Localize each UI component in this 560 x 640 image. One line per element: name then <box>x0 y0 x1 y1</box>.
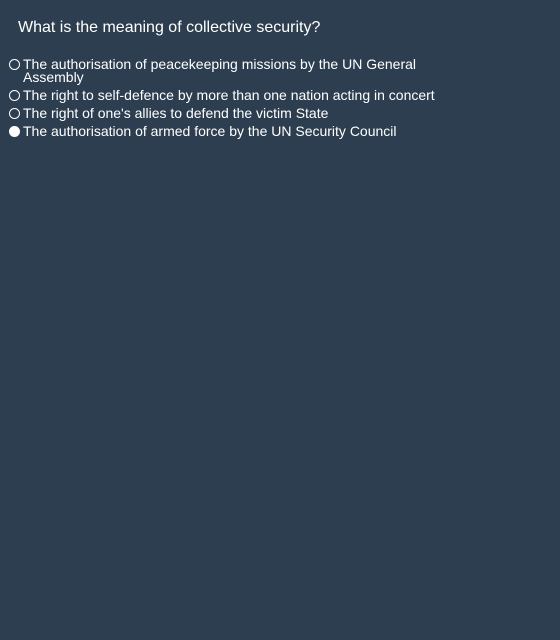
answer-option-3[interactable] <box>9 106 439 120</box>
radio-button-4[interactable] <box>9 126 20 137</box>
answer-option-2[interactable] <box>9 88 439 102</box>
answer-options <box>9 57 439 138</box>
answer-option-label: The authorisation of peacekeeping missions by the UN General Assembly <box>23 56 416 85</box>
radio-button-1[interactable] <box>9 59 20 70</box>
answer-option-label: The right of one's allies to defend the victim State <box>23 105 329 121</box>
answer-option-label: The authorisation of armed force by the UN Security Council <box>23 123 397 139</box>
radio-button-2[interactable] <box>9 90 20 101</box>
question-text: What is the meaning of collective security? <box>18 19 321 36</box>
answer-option-1[interactable] <box>9 57 439 84</box>
answer-option-label: The right to self-defence by more than one nation acting in concert <box>23 87 435 103</box>
radio-button-3[interactable] <box>9 108 20 119</box>
answer-option-4[interactable] <box>9 124 439 138</box>
